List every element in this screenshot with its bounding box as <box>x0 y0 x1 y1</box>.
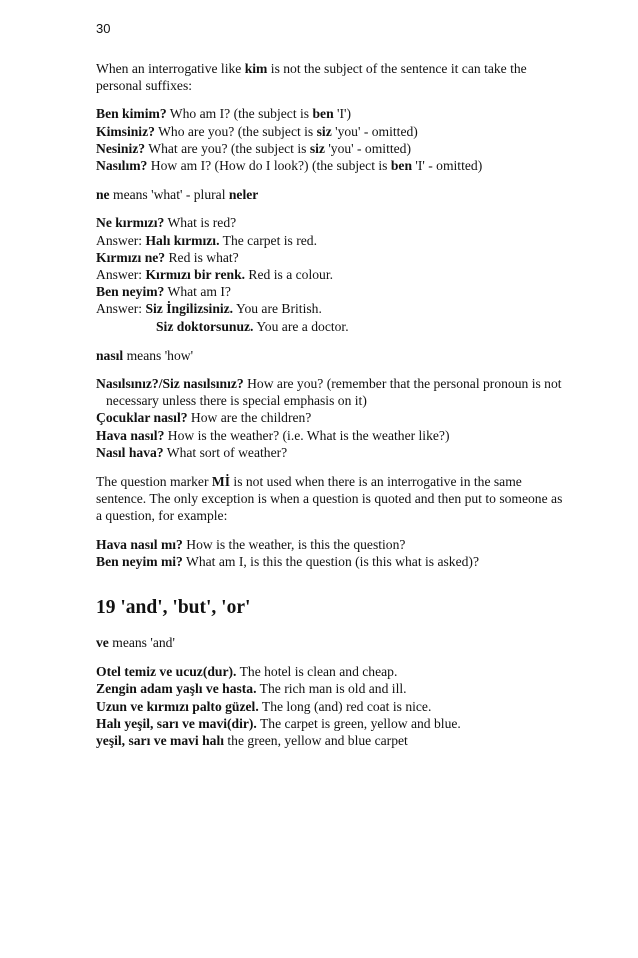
example-line <box>96 536 566 553</box>
turkish-phrase: Çocuklar nasıl? <box>96 410 188 426</box>
turkish-phrase: Hava nasıl mı? <box>96 536 183 552</box>
answer-prefix: Answer: <box>96 267 146 283</box>
question-marker-paragraph <box>96 473 566 525</box>
ne-text: means 'what' - plural <box>109 187 229 203</box>
turkish-phrase: Ben neyim? <box>96 284 165 300</box>
example-line <box>96 375 566 409</box>
gloss: Red is a colour. <box>245 267 333 283</box>
neler-term: neler <box>228 187 259 203</box>
example-line <box>96 283 566 300</box>
nasil-term: nasıl <box>96 347 124 363</box>
gloss: What sort of weather? <box>163 444 288 460</box>
gloss: The hotel is clean and cheap. <box>236 664 398 680</box>
pronoun: siz <box>316 123 332 139</box>
example-line <box>96 105 566 122</box>
intro-text: When an interrogative like <box>96 61 245 76</box>
example-line <box>96 249 566 266</box>
marker-text-2: is not used when there is an interrogative in the same sentence. The only exception is when a question is quoted and then put to someone as a question, for example: <box>96 474 563 524</box>
example-line <box>96 553 566 570</box>
example-line <box>96 123 566 140</box>
turkish-phrase: Kırmızı ne? <box>96 249 166 265</box>
turkish-phrase: Ne kırmızı? <box>96 215 165 231</box>
ve-term: ve <box>96 635 109 651</box>
turkish-phrase: Siz doktorsunuz. <box>156 318 254 334</box>
turkish-phrase: Kimsiniz? <box>96 123 155 139</box>
answer-prefix: Answer: <box>96 301 146 317</box>
gloss: the green, yellow and blue carpet <box>224 733 408 749</box>
ve-definition <box>96 634 566 651</box>
gloss: The carpet is red. <box>219 232 317 248</box>
example-line <box>96 214 566 231</box>
example-line <box>96 444 566 461</box>
turkish-phrase: Nasılım? <box>96 158 148 174</box>
ve-text: means 'and' <box>108 635 175 651</box>
turkish-phrase: Zengin adam yaşlı ve hasta. <box>96 681 257 697</box>
turkish-phrase: Nesiniz? <box>96 140 146 156</box>
gloss-end: 'I' - omitted) <box>412 158 483 174</box>
answer-prefix: Answer: <box>96 232 146 248</box>
example-block-2 <box>96 214 566 334</box>
turkish-phrase: Halı yeşil, sarı ve mavi(dir). <box>96 715 257 731</box>
gloss: You are British. <box>233 301 322 317</box>
kim-term: kim <box>244 61 268 76</box>
example-line <box>96 427 566 444</box>
example-line <box>96 732 566 749</box>
marker-text: The question marker <box>96 474 212 490</box>
ne-definition <box>96 186 566 203</box>
gloss-end: 'I') <box>333 106 351 122</box>
gloss: How are the children? <box>187 410 312 426</box>
mi-term: Mİ <box>211 474 231 490</box>
turkish-phrase: Siz İngilizsiniz. <box>145 301 234 317</box>
example-line <box>96 680 566 697</box>
nasil-definition <box>96 347 566 364</box>
gloss-end: 'you' - omitted) <box>331 123 418 139</box>
turkish-phrase: Uzun ve kırmızı palto güzel. <box>96 698 259 714</box>
turkish-phrase: Otel temiz ve ucuz(dur). <box>96 664 237 680</box>
example-line <box>96 698 566 715</box>
gloss: How is the weather, is this the question? <box>182 536 406 552</box>
turkish-phrase: Nasılsınız?/Siz nasılsınız? <box>96 376 244 392</box>
page-body <box>96 60 566 761</box>
gloss-end: 'you' - omitted) <box>324 140 411 156</box>
turkish-phrase: Nasıl hava? <box>96 444 164 460</box>
gloss: You are a doctor. <box>253 318 349 334</box>
gloss: What are you? (the subject is <box>145 140 310 156</box>
gloss: How are you? (remember that the personal pronoun is not necessary unless there is special emphasis on it) <box>106 376 562 409</box>
gloss: The long (and) red coat is nice. <box>258 698 432 714</box>
turkish-phrase: Hava nasıl? <box>96 427 165 443</box>
example-line <box>96 140 566 157</box>
intro-paragraph <box>96 60 566 94</box>
turkish-phrase: Ben kimim? <box>96 106 167 122</box>
example-line <box>96 157 566 174</box>
gloss: How am I? (How do I look?) (the subject is <box>147 158 391 174</box>
example-block-5 <box>96 663 566 749</box>
example-line <box>96 266 566 283</box>
gloss: The rich man is old and ill. <box>256 681 407 697</box>
turkish-phrase: yeşil, sarı ve mavi halı <box>96 733 224 749</box>
example-line <box>96 300 566 317</box>
turkish-phrase: Kırmızı bir renk. <box>145 267 246 283</box>
pronoun: siz <box>309 140 325 156</box>
turkish-phrase: Halı kırmızı. <box>145 232 220 248</box>
gloss: What is red? <box>164 215 237 231</box>
nasil-text: means 'how' <box>123 347 194 363</box>
example-line <box>96 318 566 335</box>
example-line <box>96 715 566 732</box>
gloss: The carpet is green, yellow and blue. <box>256 715 461 731</box>
example-line <box>96 663 566 680</box>
pronoun: ben <box>390 158 413 174</box>
example-line <box>96 409 566 426</box>
gloss: Who are you? (the subject is <box>154 123 317 139</box>
gloss: Red is what? <box>165 249 239 265</box>
intro-text-2: is not the subject of the sentence it can take the personal suffixes: <box>96 61 527 94</box>
gloss: What am I, is this the question (is this what is asked)? <box>182 553 479 569</box>
page-number: 30 <box>96 21 111 36</box>
pronoun: ben <box>312 106 334 122</box>
turkish-phrase: Ben neyim mi? <box>96 553 183 569</box>
example-block-4 <box>96 536 566 570</box>
ne-term: ne <box>96 187 110 203</box>
gloss: Who am I? (the subject is <box>166 106 313 122</box>
example-block-3 <box>96 375 566 461</box>
section-heading: 19 'and', 'but', 'or' <box>96 597 251 619</box>
gloss: How is the weather? (i.e. What is the weather like?) <box>164 427 450 443</box>
example-block-1 <box>96 105 566 174</box>
example-line <box>96 232 566 249</box>
gloss: What am I? <box>164 284 231 300</box>
